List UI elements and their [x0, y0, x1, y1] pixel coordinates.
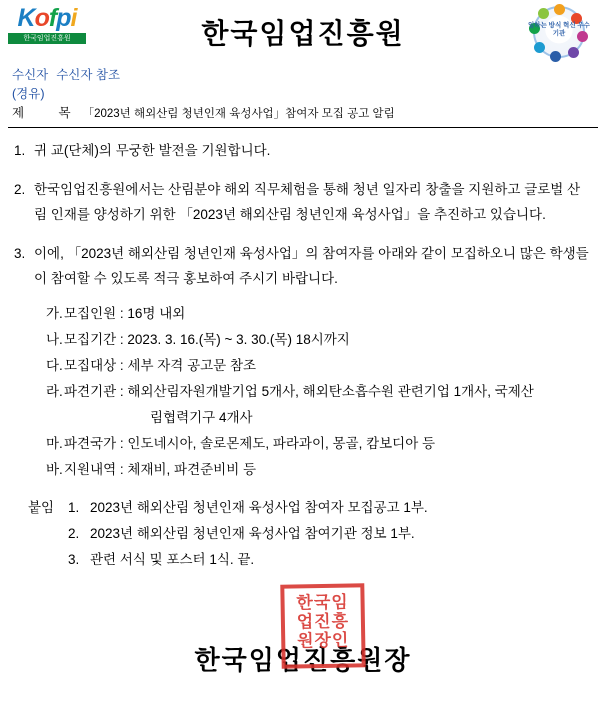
- recipient-value: 수신자 참조: [56, 68, 121, 82]
- attachment-text: 2023년 해외산림 청년인재 육성사업 참여기관 정보 1부.: [90, 526, 415, 541]
- recipient-label: 수신자: [12, 68, 49, 82]
- paragraph: [14, 138, 592, 163]
- meta-row-recipient: [12, 66, 606, 85]
- innovation-emblem-icon: [526, 4, 592, 60]
- list-item-text: 모집대상 : 세부 자격 공고문 참조: [64, 358, 257, 373]
- emblem-dot-5: [550, 51, 561, 62]
- list-item-marker: 라.: [46, 384, 63, 399]
- attachment-label: 붙임: [28, 500, 55, 515]
- logo-wordmark: Kofpi: [17, 4, 77, 32]
- paragraph: [14, 177, 592, 227]
- signatory-name: 한국임업진흥원장: [194, 646, 412, 675]
- list-item: [46, 301, 592, 327]
- list-item-text: 모집인원 : 16명 내외: [64, 306, 186, 321]
- document-body: [0, 128, 606, 573]
- seal-line-3: 원장인: [296, 630, 350, 651]
- list-item: [46, 327, 592, 353]
- list-item-marker: 바.: [46, 462, 63, 477]
- emblem-dot-6: [534, 42, 545, 53]
- paragraph-number: 1.: [14, 143, 26, 158]
- list-item-marker: 마.: [46, 436, 63, 451]
- via-label: (경유): [12, 87, 45, 101]
- seal-line-1: 한국임: [296, 592, 349, 613]
- logo-subtitle: 한국임업진흥원: [8, 33, 86, 44]
- attachment-item: [68, 547, 592, 573]
- list-item-continuation: 림협력기구 4개사: [150, 410, 253, 425]
- detail-item-list: [14, 301, 592, 483]
- list-item-text: 지원내역 : 체재비, 파견준비비 등: [64, 462, 257, 477]
- list-item: [46, 431, 592, 457]
- official-seal-icon: [280, 583, 365, 668]
- list-item-marker: 나.: [46, 332, 63, 347]
- paragraph: [14, 241, 592, 291]
- list-item-text: 파견국가 : 인도네시아, 솔로몬제도, 파라과이, 몽골, 캄보디아 등: [64, 436, 436, 451]
- list-item-marker: 다.: [46, 358, 63, 373]
- document-header: [0, 0, 606, 62]
- emblem-label: 일하는 방식 혁신 우수기관: [528, 22, 590, 37]
- paragraph-text: 한국임업진흥원에서는 산림분야 해외 직무체험을 통해 청년 일자리 창출을 지원하고 글로벌 산림 인재를 양성하기 위한 「2023년 해외산림 청년인재 육성사업」을 추진하고 있습니다.: [34, 182, 581, 222]
- attachment-item: [68, 521, 592, 547]
- paragraph-number: 2.: [14, 182, 26, 197]
- list-item-text: 모집기간 : 2023. 3. 16.(목) ~ 3. 30.(목) 18시까지: [64, 332, 350, 347]
- subject-label: 제 목: [12, 106, 77, 120]
- paragraph-text: 귀 교(단체)의 무궁한 발전을 기원합니다.: [34, 143, 271, 158]
- list-item-marker: 가.: [46, 306, 63, 321]
- attachment-index: 2.: [68, 526, 80, 541]
- attachment-text: 관련 서식 및 포스터 1식. 끝.: [90, 552, 255, 567]
- attachment-index: 1.: [68, 500, 80, 515]
- attachment-section: [14, 495, 592, 573]
- list-item: [46, 353, 592, 379]
- signature-block: [0, 592, 606, 677]
- document-meta: [0, 66, 606, 124]
- meta-row-subject: [12, 104, 606, 124]
- emblem-dot-8: [538, 8, 549, 19]
- seal-line-2: 업진흥: [296, 611, 350, 632]
- attachment-item: [68, 495, 592, 521]
- paragraph-number: 3.: [14, 246, 26, 261]
- organization-title: 한국임업진흥원: [201, 19, 405, 50]
- attachment-text: 2023년 해외산림 청년인재 육성사업 참여자 모집공고 1부.: [90, 500, 428, 515]
- attachment-index: 3.: [68, 552, 80, 567]
- list-item-text: 파견기관 : 해외산림자원개발기업 5개사, 해외탄소흡수원 관련기업 1개사, 국제산: [64, 384, 534, 399]
- paragraph-text: 이에, 「2023년 해외산림 청년인재 육성사업」의 참여자를 아래와 같이 모집하오니 많은 학생들이 참여할 수 있도록 적극 홍보하여 주시기 바랍니다.: [34, 246, 589, 286]
- list-item: [46, 457, 592, 483]
- subject-value: 「2023년 해외산림 청년인재 육성사업」참여자 모집 공고 알림: [82, 108, 395, 120]
- list-item: [46, 379, 592, 431]
- meta-row-via: [12, 85, 606, 104]
- emblem-dot-1: [554, 4, 565, 15]
- emblem-dot-4: [568, 47, 579, 58]
